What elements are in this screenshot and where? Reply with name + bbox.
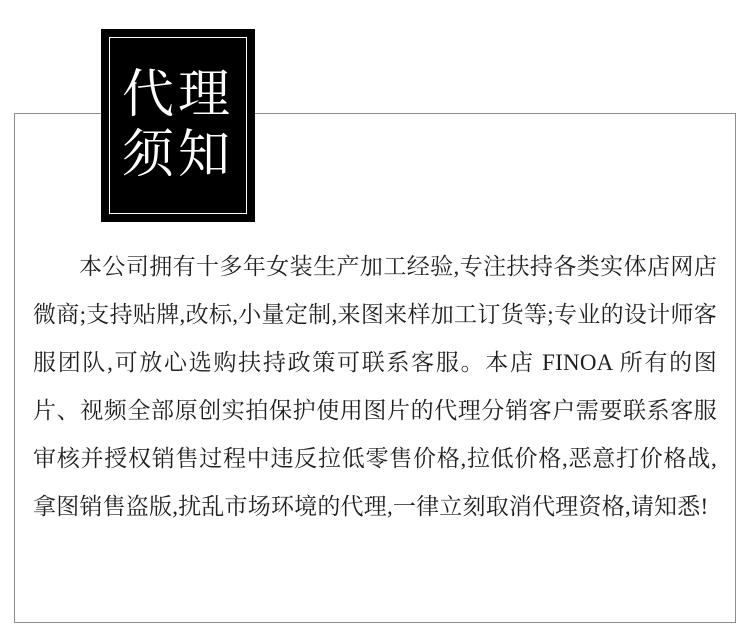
title-line-1: 代理 <box>121 66 234 124</box>
title-line-2: 须知 <box>121 126 234 184</box>
body-paragraph: 本公司拥有十多年女装生产加工经验,专注扶持各类实体店网店微商;支持贴牌,改标,小量定制,来图来样加工订货等;专业的设计师客服团队,可放心选购扶持政策可联系客服。本店 FINOA 所有的图片、视频全部原创实拍保护使用图片的代理分销客户需要联系客服审核并授权销售过程中违反拉低零售价格,拉低价格,恶意打价格战,拿图销售盗版,扰乱市场环境的代理,一律立刻取消代理资格,请知悉! <box>33 254 717 519</box>
title-block <box>101 29 255 222</box>
page-title <box>118 66 238 186</box>
